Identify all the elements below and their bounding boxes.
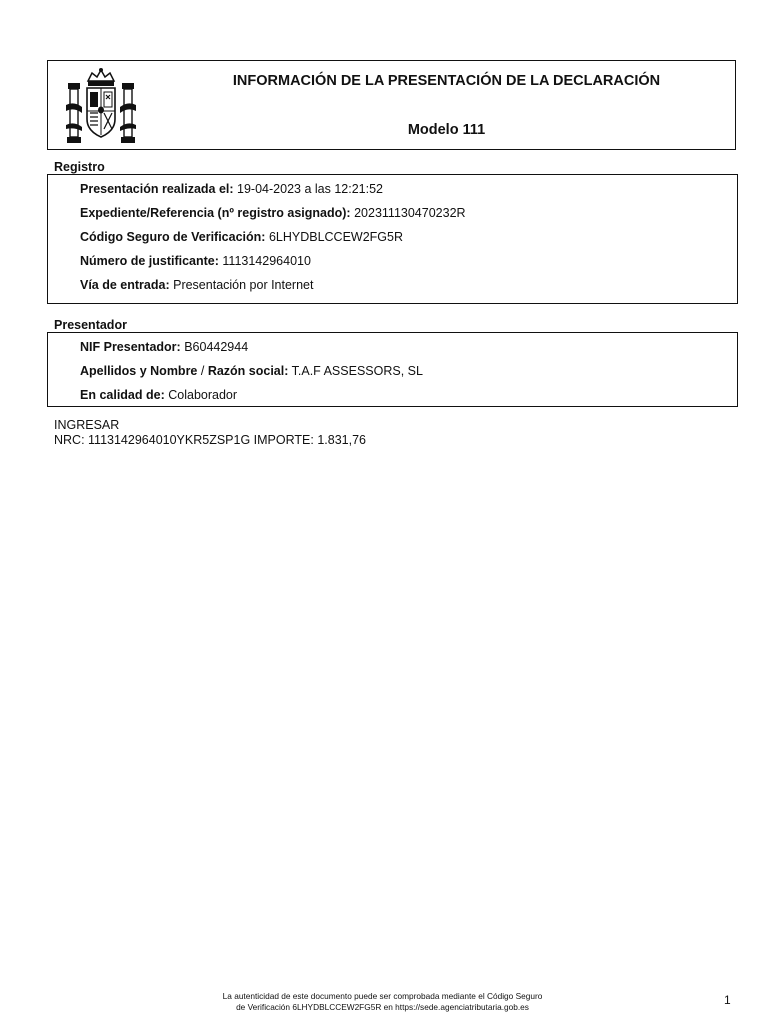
coat-of-arms-icon <box>64 67 138 147</box>
document-title: INFORMACIÓN DE LA PRESENTACIÓN DE LA DECLARACIÓN <box>232 73 661 89</box>
presentador-section-label: Presentador <box>54 318 127 332</box>
csv-field <box>80 230 403 244</box>
page-number: 1 <box>724 993 731 1007</box>
field-label: NIF Presentador: <box>80 340 181 354</box>
via-entrada-field <box>80 278 313 292</box>
field-label: En calidad de: <box>80 388 165 402</box>
calidad-field <box>80 388 237 402</box>
document-subtitle: Modelo 111 <box>407 122 486 138</box>
field-label: Apellidos y Nombre <box>80 364 198 378</box>
presentador-section <box>47 332 738 407</box>
field-value: 202311130470232R <box>354 206 466 220</box>
field-value: 6LHYDBLCCEW2FG5R <box>268 230 404 244</box>
ingresar-label: INGRESAR <box>54 418 120 432</box>
field-label: Presentación realizada el: <box>80 182 234 196</box>
field-value: 19-04-2023 a las 12:21:52 <box>237 182 383 196</box>
field-separator: / <box>197 364 208 378</box>
footer-line: La autenticidad de este documento puede ser comprobada mediante el Código Seguro <box>222 991 543 1001</box>
nif-field <box>80 340 248 354</box>
field-label: Código Seguro de Verificación: <box>80 230 266 244</box>
field-value: B60442944 <box>184 340 249 354</box>
field-value: Presentación por Internet <box>173 278 314 292</box>
razon-social-field <box>80 364 423 378</box>
field-label-secondary: Razón social: <box>207 364 289 378</box>
footer-line: de Verificación 6LHYDBLCCEW2FG5R en https://sede.agenciatributaria.gob.es <box>236 1002 529 1012</box>
field-value: 1113142964010 <box>222 254 311 268</box>
registro-section-label: Registro <box>54 160 105 174</box>
field-value: T.A.F ASSESSORS, SL <box>291 364 423 378</box>
expediente-field <box>80 206 466 220</box>
footer-authenticity-note <box>180 991 585 1013</box>
field-label: Número de justificante: <box>80 254 219 268</box>
presentation-date-field <box>80 182 383 196</box>
field-label: Vía de entrada: <box>80 278 170 292</box>
justificante-field <box>80 254 311 268</box>
document-header <box>47 60 736 150</box>
field-value: Colaborador <box>168 388 238 402</box>
field-label: Expediente/Referencia (nº registro asignado): <box>80 206 351 220</box>
nrc-importe-line: NRC: 1113142964010YKR5ZSP1G IMPORTE: 1.831,76 <box>54 433 366 447</box>
registro-section <box>47 174 738 304</box>
